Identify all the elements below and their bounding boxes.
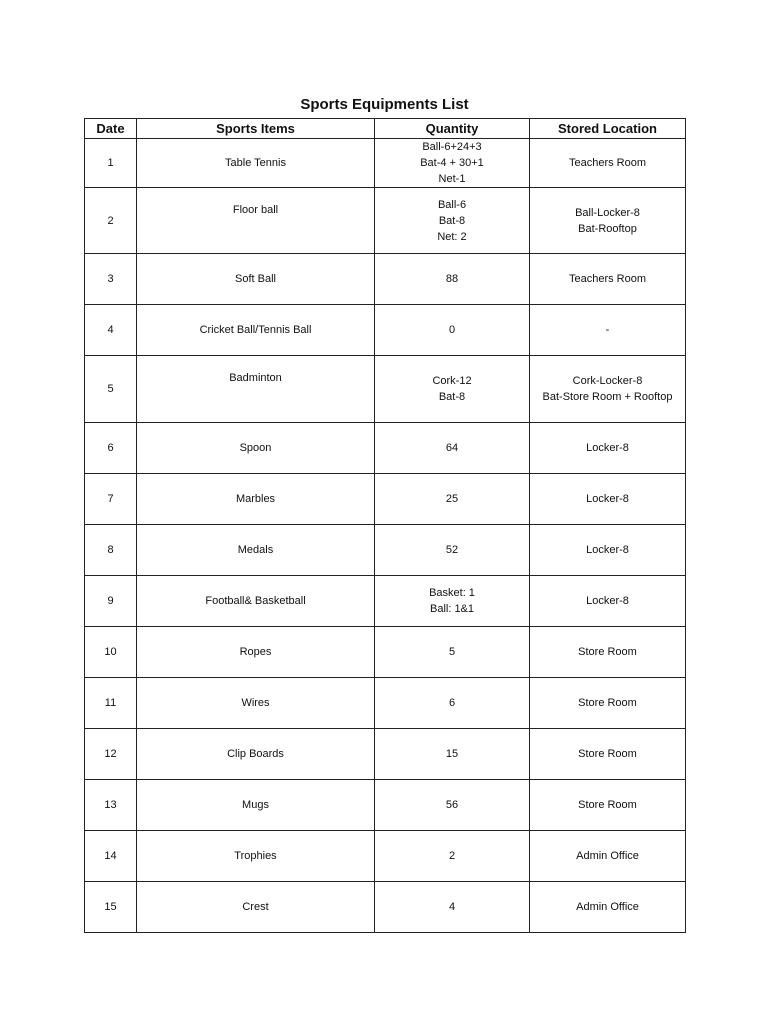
location-cell-line: Cork-Locker-8: [572, 375, 643, 387]
quantity-cell: [375, 254, 530, 305]
quantity-cell-line: Net-1: [438, 173, 466, 185]
table-row: [85, 882, 686, 933]
quantity-cell-line: Bat-4 + 30+1: [420, 157, 484, 169]
table-row: [85, 729, 686, 780]
location-cell-line: Locker-8: [586, 493, 629, 505]
sports-item-cell: Wires: [137, 678, 375, 729]
location-cell: [530, 423, 686, 474]
date-cell: 3: [85, 254, 137, 305]
quantity-cell-line: Bat-8: [438, 214, 466, 227]
location-cell-line: -: [605, 324, 610, 336]
table-row: [85, 139, 686, 188]
date-cell: 15: [85, 882, 137, 933]
location-cell-line: Bat-Store Room + Rooftop: [542, 391, 673, 403]
sports-item-cell: Football& Basketball: [137, 576, 375, 627]
date-cell: 8: [85, 525, 137, 576]
location-cell-line: Admin Office: [576, 850, 639, 862]
sports-item-cell: Spoon: [137, 423, 375, 474]
table-row: [85, 678, 686, 729]
location-cell-line: Admin Office: [576, 901, 639, 913]
quantity-cell-line: Basket: 1: [429, 587, 475, 599]
quantity-cell: [375, 576, 530, 627]
table-row: [85, 188, 686, 254]
quantity-cell: [375, 139, 530, 188]
quantity-cell-line: 6: [448, 697, 456, 709]
table-row: [85, 423, 686, 474]
quantity-cell-line: 88: [445, 273, 459, 285]
quantity-cell-line: 56: [445, 799, 459, 811]
location-cell: [530, 474, 686, 525]
location-cell: [530, 188, 686, 254]
sports-item-cell: Cricket Ball/Tennis Ball: [137, 305, 375, 356]
location-cell-line: Store Room: [578, 799, 637, 811]
date-cell: 4: [85, 305, 137, 356]
location-cell-line: Locker-8: [586, 595, 629, 607]
quantity-cell-line: 52: [445, 544, 459, 556]
sports-item-cell: Crest: [137, 882, 375, 933]
location-cell: [530, 729, 686, 780]
quantity-cell-line: Ball-6+24+3: [422, 141, 482, 153]
table-row: [85, 525, 686, 576]
date-cell: 1: [85, 139, 137, 188]
sports-item-cell: Floor ball: [137, 188, 375, 254]
date-cell: 2: [85, 188, 137, 254]
header-stored-location: Stored Location: [530, 119, 686, 139]
equipment-table: [84, 118, 686, 933]
quantity-cell: [375, 525, 530, 576]
location-cell: [530, 780, 686, 831]
header-sports-items: Sports Items: [137, 119, 375, 139]
date-cell: 7: [85, 474, 137, 525]
location-cell: [530, 831, 686, 882]
location-cell-line: Store Room: [578, 697, 637, 709]
quantity-cell-line: 5: [448, 646, 456, 658]
sports-item-cell: Trophies: [137, 831, 375, 882]
table-row: [85, 780, 686, 831]
table-row: [85, 254, 686, 305]
quantity-cell-line: 4: [448, 901, 456, 913]
location-cell: [530, 678, 686, 729]
sports-item-cell: Clip Boards: [137, 729, 375, 780]
table-row: [85, 356, 686, 423]
quantity-cell: [375, 627, 530, 678]
sports-item-cell: Ropes: [137, 627, 375, 678]
quantity-cell-line: 64: [445, 442, 459, 454]
location-cell-line: Locker-8: [586, 442, 629, 454]
quantity-cell-line: Net: 2: [437, 230, 467, 243]
location-cell-line: Bat-Rooftop: [578, 222, 637, 235]
table-row: [85, 474, 686, 525]
date-cell: 9: [85, 576, 137, 627]
sports-item-cell: Mugs: [137, 780, 375, 831]
table-row: [85, 305, 686, 356]
quantity-cell: [375, 780, 530, 831]
sports-item-cell: Table Tennis: [137, 139, 375, 188]
location-cell: [530, 139, 686, 188]
location-cell-line: Locker-8: [586, 544, 629, 556]
location-cell: [530, 576, 686, 627]
quantity-cell: [375, 882, 530, 933]
date-cell: 10: [85, 627, 137, 678]
quantity-cell-line: 2: [448, 850, 456, 862]
location-cell-line: Teachers Room: [568, 273, 647, 285]
quantity-cell-line: 25: [445, 493, 459, 505]
quantity-cell: [375, 729, 530, 780]
location-cell-line: Teachers Room: [568, 157, 647, 169]
date-cell: 13: [85, 780, 137, 831]
table-row: [85, 831, 686, 882]
quantity-cell-line: Ball-6: [437, 198, 467, 211]
location-cell-line: Store Room: [578, 748, 637, 760]
quantity-cell-line: 0: [448, 324, 456, 336]
location-cell: [530, 882, 686, 933]
quantity-cell: [375, 423, 530, 474]
date-cell: 14: [85, 831, 137, 882]
quantity-cell: [375, 305, 530, 356]
table-row: [85, 627, 686, 678]
location-cell: [530, 254, 686, 305]
table-body: [85, 139, 686, 933]
date-cell: 11: [85, 678, 137, 729]
location-cell: [530, 627, 686, 678]
location-cell: [530, 525, 686, 576]
page-title: Sports Equipments List: [300, 96, 469, 113]
header-date: Date: [85, 119, 137, 139]
location-cell-line: Store Room: [578, 646, 637, 658]
date-cell: 5: [85, 356, 137, 423]
date-cell: 12: [85, 729, 137, 780]
quantity-cell: [375, 831, 530, 882]
table-header-row: [85, 119, 686, 139]
location-cell: [530, 305, 686, 356]
sports-item-cell: Soft Ball: [137, 254, 375, 305]
sports-item-cell: Medals: [137, 525, 375, 576]
quantity-cell: [375, 356, 530, 423]
location-cell-line: Ball-Locker-8: [575, 206, 640, 219]
quantity-cell: [375, 678, 530, 729]
quantity-cell-line: Bat-8: [438, 391, 466, 403]
quantity-cell: [375, 188, 530, 254]
sports-item-cell: Badminton: [137, 356, 375, 423]
table-row: [85, 576, 686, 627]
sports-item-cell: Marbles: [137, 474, 375, 525]
quantity-cell: [375, 474, 530, 525]
location-cell: [530, 356, 686, 423]
quantity-cell-line: Ball: 1&1: [429, 603, 475, 615]
date-cell: 6: [85, 423, 137, 474]
quantity-cell-line: Cork-12: [432, 375, 472, 387]
quantity-cell-line: 15: [445, 748, 459, 760]
header-quantity: Quantity: [375, 119, 530, 139]
